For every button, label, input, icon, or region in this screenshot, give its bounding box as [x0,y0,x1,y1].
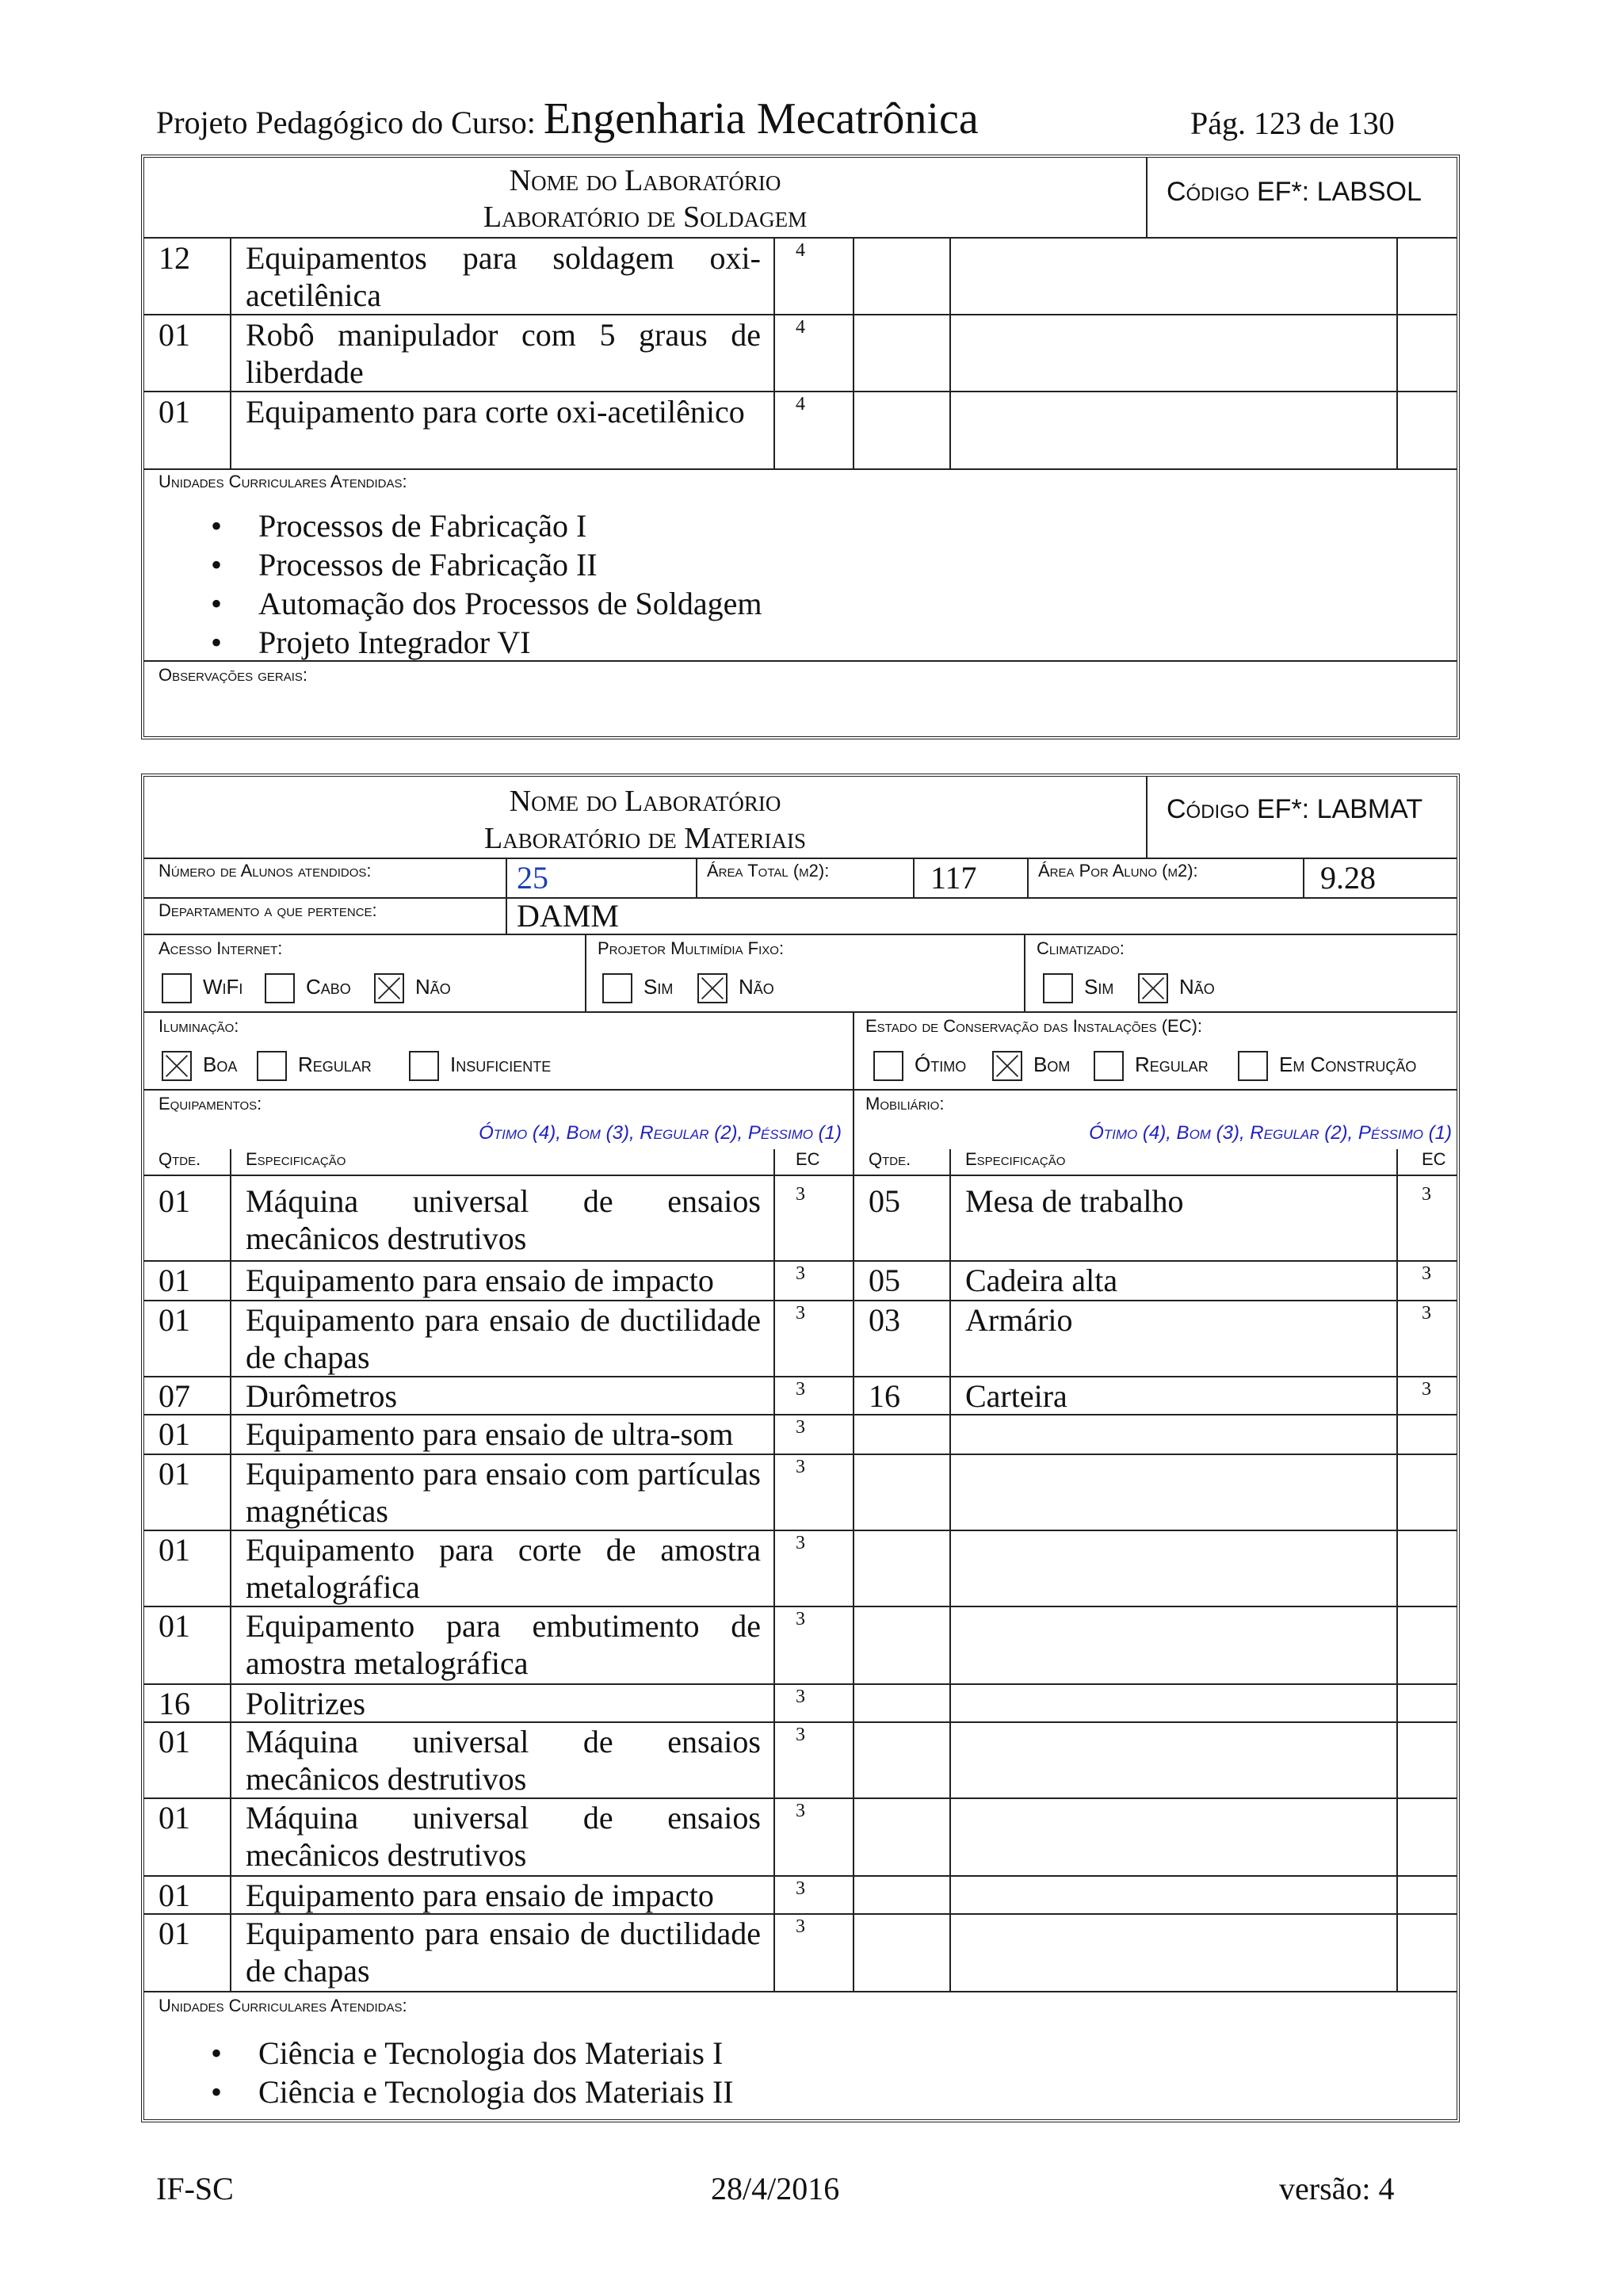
lab2-students-label: Número de Alunos atendidos: [158,861,372,881]
lab2-area-per-label: Área Por Aluno (m2): [1038,861,1198,881]
equip-spec: Máquina universal de ensaios mecânicos destrutivos [246,1800,761,1873]
equip-ec: 3 [796,1609,805,1629]
lab1-curricular-list [211,506,1162,662]
checkbox-internet-nao[interactable] [374,973,404,1003]
lab1-qty: 01 [158,394,190,430]
lab1-spec: Equipamentos para soldagem oxi-acetilênica [246,240,761,313]
equip-qty: 01 [158,1878,190,1913]
furniture-qty: 03 [869,1302,900,1338]
lab2-furniture-legend: Ótimo (4), Bom (3), Regular (2), Péssimo (1) [1089,1122,1452,1144]
equip-ec: 3 [796,1184,805,1205]
lab2-curricular-list [211,2034,1162,2111]
lab1-name: Laboratório de Soldagem [483,201,808,234]
equip-spec: Equipamento para embutimento de amostra metalográfica [246,1608,761,1681]
equip-ec: 3 [796,1878,805,1899]
checkbox-conservation-regular-label: Regular [1135,1052,1209,1076]
footer-institution: IF-SC [156,2171,234,2206]
list-item: • Ciência e Tecnologia dos Materiais II [211,2073,1162,2111]
col-ec-header: EC [796,1149,820,1169]
lab1-ec: 4 [796,317,805,338]
checkbox-wifi-label: WiFi [203,975,243,999]
equip-qty: 01 [158,1416,190,1452]
lab1-qty: 01 [158,317,190,353]
equip-ec: 3 [796,1303,805,1324]
equip-ec: 3 [796,1379,805,1400]
equip-ec: 3 [796,1801,805,1821]
checkbox-internet-nao-label: Não [415,975,451,999]
checkbox-lighting-boa[interactable] [162,1051,192,1081]
furniture-qty: 16 [869,1378,900,1414]
equip-spec: Equipamento para ensaio de impacto [246,1878,714,1913]
equip-ec: 3 [796,1263,805,1284]
header-course-name: Engenharia Mecatrônica [543,94,979,143]
equip-qty: 16 [158,1686,190,1721]
equip-qty: 01 [158,1724,190,1759]
col-ec-header: EC [1422,1149,1446,1169]
equip-qty: 07 [158,1378,190,1414]
equip-qty: 01 [158,1263,190,1298]
header-prefix: Projeto Pedagógico do Curso: [156,105,536,140]
lab2-name: Laboratório de Materiais [484,822,806,855]
list-item: • Automação dos Processos de Soldagem [211,584,1162,623]
lab1-observations-label: Observações gerais: [158,665,308,685]
checkbox-lighting-boa-label: Boa [203,1052,238,1076]
checkbox-projector-sim-label: Sim [643,975,674,999]
equip-spec: Equipamento para ensaio com partículas magnéticas [246,1456,761,1529]
equip-spec: Equipamento para corte de amostra metalográfica [246,1532,761,1605]
list-item: • Processos de Fabricação I [211,506,1162,545]
equip-ec: 3 [796,1457,805,1477]
header-course-line [156,94,979,144]
equip-spec: Politrizes [246,1686,366,1721]
checkbox-lighting-regular[interactable] [257,1051,287,1081]
checkbox-conservation-bom[interactable] [992,1051,1022,1081]
lab1-code: Código EF*: LABSOL [1167,177,1422,207]
checkbox-projector-nao-label: Não [739,975,774,999]
lab2-equipment-label: Equipamentos: [158,1094,262,1114]
checkbox-climate-sim[interactable] [1043,973,1073,1003]
checkbox-climate-nao[interactable] [1138,973,1168,1003]
lab2-dept-label: Departamento a que pertence: [158,900,377,920]
lab1-ec: 4 [796,240,805,261]
furniture-qty: 05 [869,1183,900,1219]
lab2-curricular-label: Unidades Curriculares Atendidas: [158,1996,407,2015]
lab2-students-value: 25 [517,860,548,896]
furniture-qty: 05 [869,1263,900,1298]
checkbox-cabo[interactable] [265,973,295,1003]
checkbox-cabo-label: Cabo [306,975,351,999]
checkbox-climate-nao-label: Não [1179,975,1215,999]
footer-version: versão: 4 [1279,2171,1395,2206]
checkbox-climate-sim-label: Sim [1084,975,1114,999]
furniture-ec: 3 [1422,1379,1431,1400]
checkbox-conservation-regular[interactable] [1094,1051,1124,1081]
lab2-dept-value: DAMM [517,898,619,934]
furniture-spec: Armário [965,1302,1073,1338]
equip-spec: Máquina universal de ensaios mecânicos destrutivos [246,1183,761,1256]
checkbox-lighting-insuficiente-label: Insuficiente [450,1052,552,1076]
checkbox-wifi[interactable] [162,973,192,1003]
lab1-spec: Equipamento para corte oxi-acetilênico [246,394,745,430]
lab-soldagem-table [141,155,1460,739]
lab2-projector-label: Projetor Multimídia Fixo: [598,938,785,958]
checkbox-conservation-otimo[interactable] [873,1051,903,1081]
furniture-ec: 3 [1422,1263,1431,1284]
equip-ec: 3 [796,1916,805,1937]
list-item: • Processos de Fabricação II [211,545,1162,584]
lab2-conservation-label: Estado de Conservação das Instalações (EC): [865,1016,1203,1036]
equip-ec: 3 [796,1417,805,1438]
equip-qty: 01 [158,1302,190,1338]
lab2-furniture-label: Mobiliário: [865,1094,945,1114]
list-item: • Ciência e Tecnologia dos Materiais I [211,2034,1162,2073]
equip-spec: Durômetros [246,1378,398,1414]
lab2-internet-label: Acesso Internet: [158,938,283,958]
equip-qty: 01 [158,1532,190,1568]
lab2-lighting-label: Iluminação: [158,1016,239,1036]
furniture-ec: 3 [1422,1303,1431,1324]
equip-qty: 01 [158,1183,190,1219]
lab-materiais-table [141,774,1460,2122]
lab2-name-label: Nome do Laboratório [509,785,781,818]
lab1-curricular-label: Unidades Curriculares Atendidas: [158,472,407,491]
lab1-ec: 4 [796,394,805,415]
equip-spec: Máquina universal de ensaios mecânicos destrutivos [246,1724,761,1797]
equip-qty: 01 [158,1608,190,1644]
checkbox-conservation-otimo-label: Ótimo [915,1052,967,1076]
equip-qty: 01 [158,1456,190,1492]
col-qty-header: Qtde. [158,1149,201,1169]
lab2-area-value: 117 [930,860,977,896]
lab1-qty: 12 [158,240,190,276]
lab2-area-label: Área Total (m2): [707,861,830,881]
furniture-spec: Carteira [965,1378,1067,1414]
checkbox-lighting-insuficiente[interactable] [409,1051,439,1081]
equip-spec: Equipamento para ensaio de ductilidade de chapas [246,1302,761,1375]
furniture-spec: Mesa de trabalho [965,1183,1184,1219]
lab1-spec: Robô manipulador com 5 graus de liberdade [246,317,761,390]
furniture-ec: 3 [1422,1184,1431,1205]
checkbox-conservation-em-construcao[interactable] [1238,1051,1268,1081]
checkbox-projector-nao[interactable] [697,973,727,1003]
col-qty-header: Qtde. [869,1149,911,1169]
lab2-code: Código EF*: LABMAT [1167,794,1423,824]
lab2-climate-label: Climatizado: [1037,938,1125,958]
footer-date: 28/4/2016 [711,2171,840,2206]
col-spec-header: Especificação [965,1149,1066,1169]
equip-spec: Equipamento para ensaio de impacto [246,1263,714,1298]
checkbox-conservation-bom-label: Bom [1033,1052,1071,1076]
furniture-spec: Cadeira alta [965,1263,1118,1298]
equip-spec: Equipamento para ensaio de ductilidade de chapas [246,1916,761,1988]
checkbox-projector-sim[interactable] [602,973,632,1003]
equip-spec: Equipamento para ensaio de ultra-som [246,1416,734,1452]
equip-qty: 01 [158,1916,190,1951]
equip-ec: 3 [796,1687,805,1707]
checkbox-lighting-regular-label: Regular [298,1052,372,1076]
checkbox-conservation-em-construcao-label: Em Construção [1279,1052,1417,1076]
col-spec-header: Especificação [246,1149,346,1169]
equip-qty: 01 [158,1800,190,1836]
lab1-name-label: Nome do Laboratório [509,164,781,197]
list-item: • Projeto Integrador VI [211,623,1162,662]
equip-ec: 3 [796,1533,805,1553]
header-page-number: Pág. 123 de 130 [1190,105,1395,141]
equip-ec: 3 [796,1725,805,1745]
lab2-equipment-legend: Ótimo (4), Bom (3), Regular (2), Péssimo (1) [479,1122,842,1144]
lab2-area-per-value: 9.28 [1320,860,1376,896]
